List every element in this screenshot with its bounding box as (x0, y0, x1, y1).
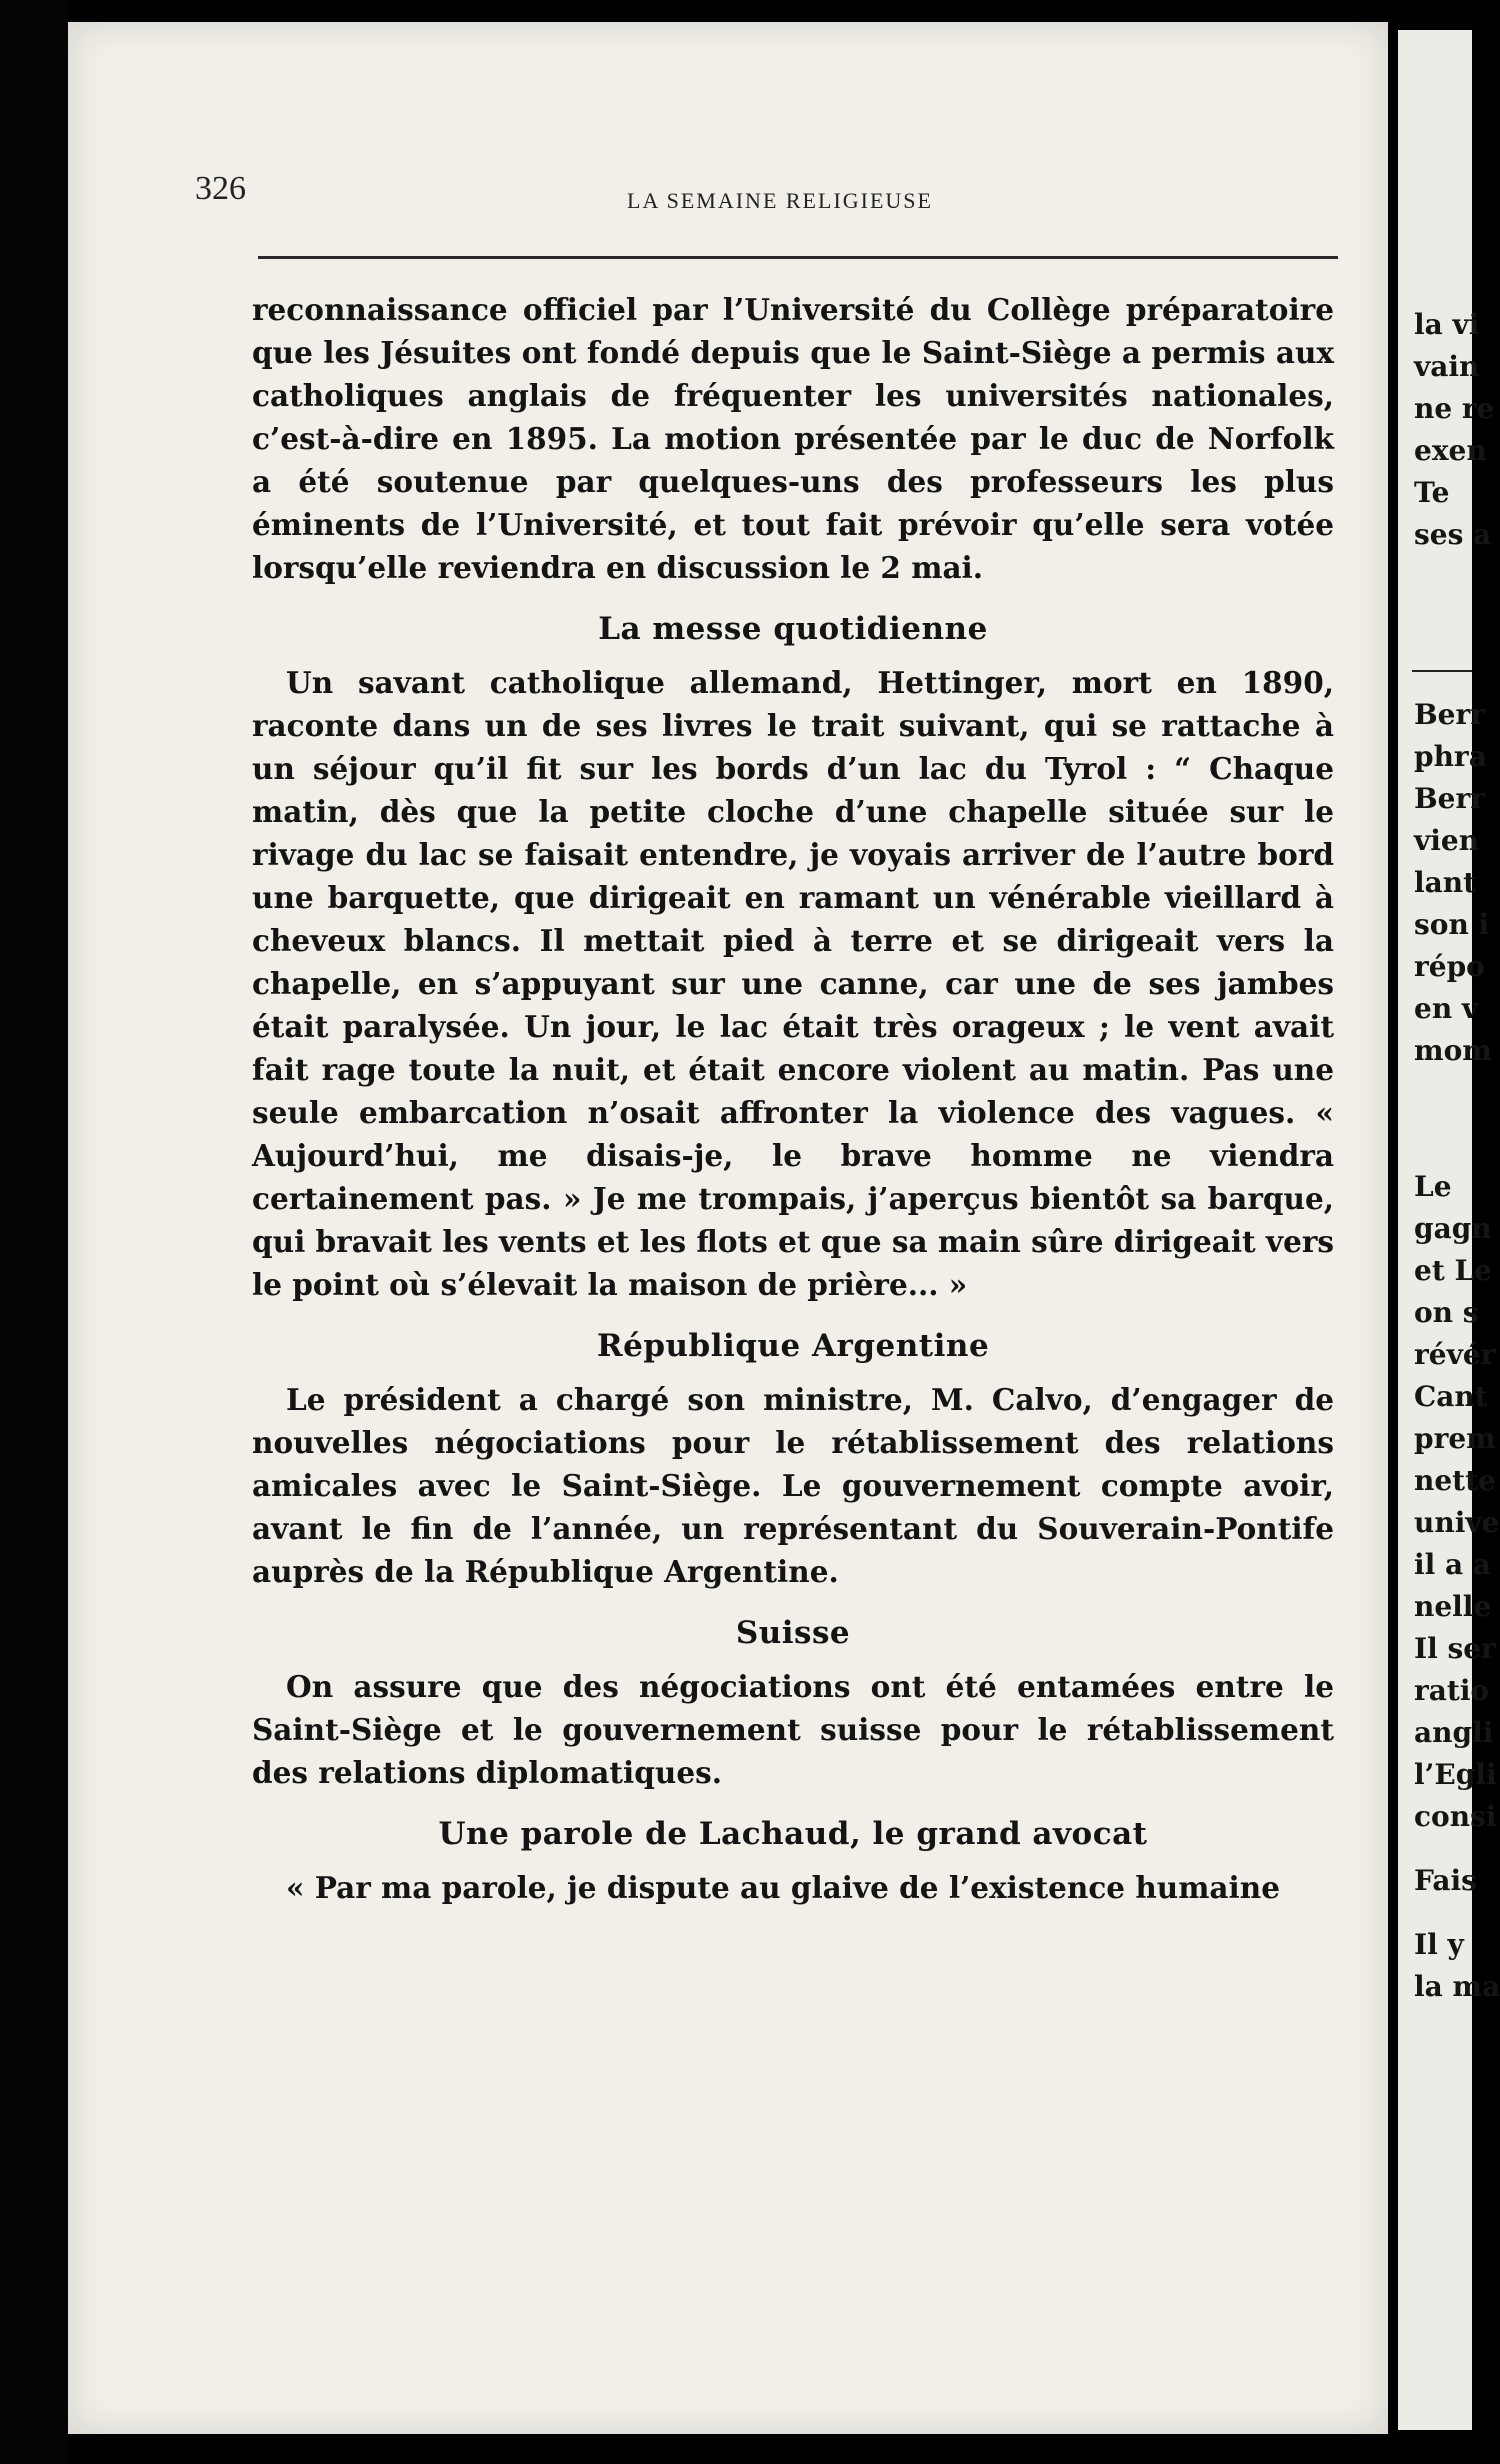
adjacent-fragment: ses a (1414, 518, 1492, 551)
adjacent-fragment: nette (1414, 1464, 1496, 1497)
adjacent-fragment: répo (1414, 950, 1485, 983)
adjacent-fragment: Cant (1414, 1380, 1488, 1413)
adjacent-fragment: on s (1414, 1296, 1479, 1329)
adjacent-fragment: il a a (1414, 1548, 1492, 1581)
adjacent-fragment: nelle (1414, 1590, 1492, 1623)
adjacent-fragment: prem (1414, 1422, 1496, 1455)
running-title: LA SEMAINE RELIGIEUSE (627, 188, 933, 213)
adjacent-fragment: révér (1414, 1338, 1496, 1371)
adjacent-fragment: mom (1414, 1034, 1492, 1067)
adjacent-fragment: vien (1414, 824, 1480, 857)
adjacent-fragment: angli (1414, 1716, 1494, 1749)
adjacent-fragment: et Le (1414, 1254, 1492, 1287)
section-heading-argentine: République Argentine (596, 1328, 990, 1364)
page-header (195, 170, 1345, 220)
section-text-messe: Un savant catholique allemand, Hettinger, mort en 1890, raconte dans un de ses livres le trait suivant, qui se rattache à un séjour qu’il fit sur les bords d’un lac du Tyrol : “ Chaque matin, dès que la petite cloche d’une chapelle située sur le rivage du lac se faisait entendre, je voyais arriver de l’autre bord une barquette, que dirigeait en ramant un vénérable vieillard à cheveux blancs. Il mettait pied à terre et se dirigeait vers la chapelle, en s’appuyant sur une canne, car une de ses jambes était paralysée. Un jour, le lac était très orageux ; le vent avait fait rage toute la nuit, et était encore violent au matin. Pas une seule embarcation n’osait affronter la violence des vagues. « Aujourd’hui, me disais-je, le brave homme ne viendra certainement pas. » Je me trompais, j’aperçus bientôt sa barque, qui bravait les vents et les flots et que sa main sûre dirigeait vers le point où s’élevait la maison de prière... » (252, 665, 1334, 1302)
adjacent-rule (1412, 670, 1472, 672)
section-text-suisse: On assure que des négociations ont été entamées entre le Saint-Siège et le gouvernement suisse pour le rétablissement des relations diplomatiques. (252, 1669, 1334, 1790)
adjacent-fragment: la vi (1414, 308, 1480, 341)
adjacent-fragment: Berr (1414, 698, 1485, 731)
adjacent-fragment: gagn (1414, 1212, 1492, 1245)
adjacent-fragment: Fais (1414, 1864, 1477, 1897)
adjacent-fragment: en v (1414, 992, 1479, 1025)
adjacent-page-edge (1398, 30, 1500, 2430)
adjacent-fragment: son i (1414, 908, 1490, 941)
section-heading-lachaud: Une parole de Lachaud, le grand avocat (438, 1816, 1148, 1852)
section-heading-suisse: Suisse (735, 1615, 851, 1651)
section-text-argentine: Le président a chargé son ministre, M. Calvo, d’engager de nouvelles négociations pour le rétablissement des relations amicales avec le Saint-Siège. Le gouvernement compte avoir, avant le fin de l’année, un représentant du Souverain-Pontife auprès de la République Argentine. (252, 1382, 1334, 1589)
adjacent-fragment: lant (1414, 866, 1477, 899)
adjacent-fragment: la ma (1414, 1970, 1500, 2003)
intro-paragraph: reconnaissance officiel par l’Université du Collège préparatoire que les Jésuites ont fondé depuis que le Saint-Siège a permis aux catholiques anglais de fréquenter les universités nationales, c’est-à-dire en 1895. La motion présentée par le duc de Norfolk a été soutenue par quelques-uns des professeurs les plus éminents de l’Université, et tout fait prévoir qu’elle sera votée lorsqu’elle reviendra en discussion le 2 mai. (252, 292, 1334, 585)
scan-left-margin (0, 0, 68, 2464)
adjacent-fragment: exen (1414, 434, 1487, 467)
adjacent-fragment: Il ser (1414, 1632, 1496, 1665)
adjacent-fragment: consi (1414, 1800, 1497, 1833)
adjacent-fragment: l’Egli (1414, 1758, 1497, 1791)
adjacent-fragment: Le (1414, 1170, 1452, 1203)
adjacent-fragment: ratio (1414, 1674, 1490, 1707)
adjacent-fragment: Berr (1414, 782, 1485, 815)
article-body (252, 288, 1334, 1909)
header-rule (258, 256, 1338, 259)
adjacent-fragment: Il y (1414, 1928, 1464, 1961)
section-heading-messe: La messe quotidienne (598, 611, 988, 647)
page-number: 326 (195, 170, 246, 207)
adjacent-fragment: vain (1414, 350, 1480, 383)
adjacent-fragment: phra (1414, 740, 1487, 773)
adjacent-fragment: ne re (1414, 392, 1495, 425)
section-text-lachaud: « Par ma parole, je dispute au glaive de l’existence humaine (286, 1870, 1280, 1905)
adjacent-fragment: unive (1414, 1506, 1500, 1539)
adjacent-fragment: Te (1414, 476, 1450, 509)
